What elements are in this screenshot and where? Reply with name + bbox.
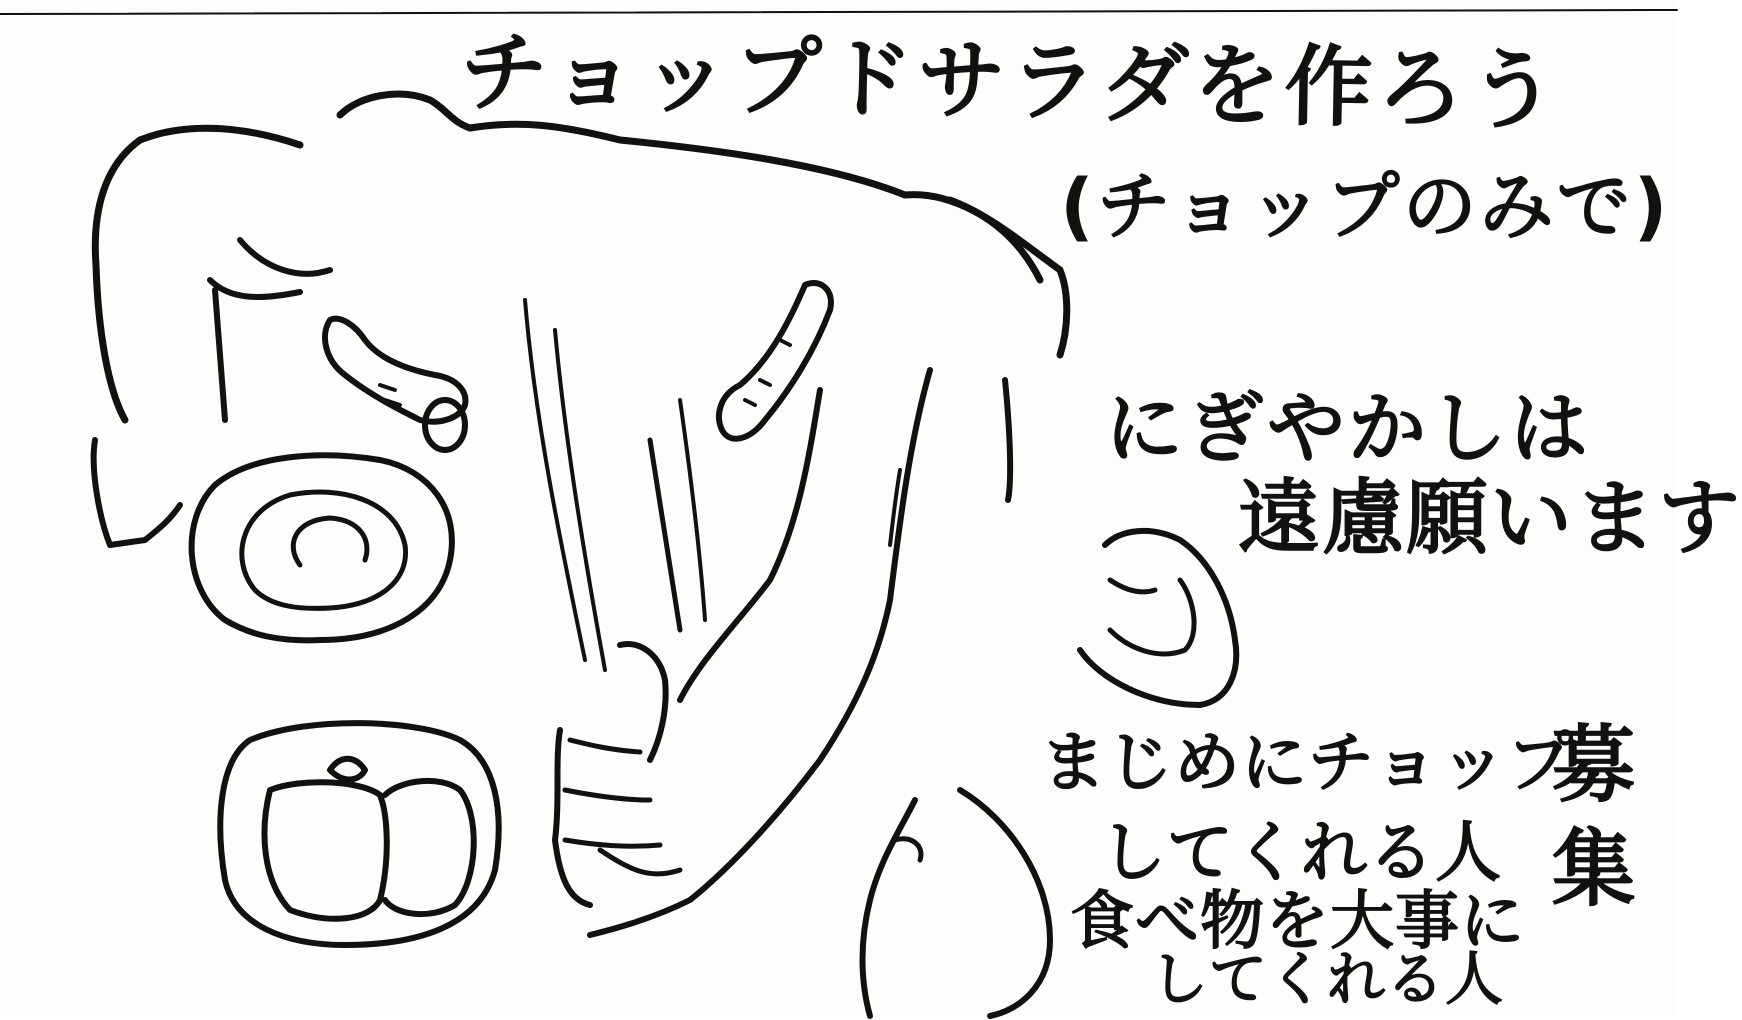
recruit-heading: 募集 xyxy=(1538,720,1636,928)
thumb-line xyxy=(620,644,666,760)
knuckle-line-2 xyxy=(565,790,650,800)
shoulder-inner-line xyxy=(950,200,1040,280)
onion-half-outline xyxy=(1080,531,1236,705)
onion-middle-ring xyxy=(242,492,406,608)
fist-outline xyxy=(555,730,590,905)
tomato-drawing xyxy=(220,723,498,945)
motion-line-1 xyxy=(525,300,585,660)
motion-line-3 xyxy=(680,400,705,620)
pear-left-side xyxy=(863,800,916,1016)
page-title: チョップドサラダを作ろう xyxy=(459,20,1562,143)
warning-line-2: 遠慮願います xyxy=(1238,471,1742,566)
chest-curve xyxy=(210,280,300,297)
warning-line-1: にぎやかしは xyxy=(1105,384,1592,474)
inner-arm-curve xyxy=(240,240,330,274)
subtitle: (チョップのみで) xyxy=(1060,164,1671,250)
onion-half-ring-2 xyxy=(1110,580,1155,592)
onion-half-drawing xyxy=(1080,531,1236,705)
motion-line-2 xyxy=(555,330,605,670)
onion-inner-ring xyxy=(293,518,367,565)
back-line xyxy=(95,140,140,420)
recruit-condition-line-1: まじめにチョップ xyxy=(1040,724,1575,801)
top-border-line xyxy=(0,10,1677,14)
cucumber-left-end xyxy=(425,400,465,450)
gorilla-arm-drawing xyxy=(94,94,1067,935)
recruit-condition-line-2: してくれる人 xyxy=(1100,814,1502,891)
pear-stem xyxy=(895,839,921,860)
forearm-right-line xyxy=(820,370,930,760)
shoulder-top-line xyxy=(340,94,470,128)
recruit-condition-line-3: 食べ物を大事に xyxy=(1070,885,1525,959)
knuckle-line-3 xyxy=(565,840,660,846)
cucumber-left-drawing xyxy=(325,319,465,450)
arm-outer-line xyxy=(1005,380,1010,500)
forearm-inner-line xyxy=(650,440,680,630)
onion-outer-ring xyxy=(192,455,452,640)
arm-top-line xyxy=(470,124,905,195)
finger-tip-line xyxy=(600,850,680,874)
recruit-condition-line-4: してくれる人 xyxy=(1150,945,1505,1013)
pear-right-side xyxy=(960,790,1050,1016)
torso-line xyxy=(215,290,225,420)
tomato-left-chamber xyxy=(265,782,387,919)
tomato-stem xyxy=(330,759,365,780)
head-top-line xyxy=(140,128,300,145)
elbow-line xyxy=(94,440,180,545)
onion-slice-drawing xyxy=(192,455,452,640)
tomato-right-chamber xyxy=(385,781,474,914)
knuckle-line-1 xyxy=(570,740,640,752)
cucumber-left-body xyxy=(325,319,465,422)
fist-drawing xyxy=(555,644,680,905)
pear-drawing xyxy=(863,790,1051,1016)
